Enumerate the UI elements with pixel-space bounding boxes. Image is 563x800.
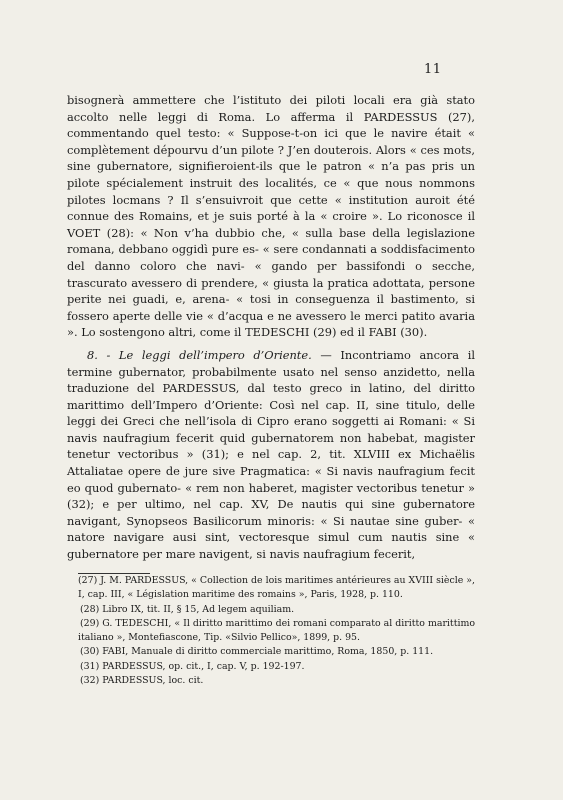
footnote: (30) FABI, Manuale di diritto commerciale marittimo, Roma, 1850, p. 111. — [80, 646, 434, 658]
paragraph-text: — Incontriamo ancora il termine gubernator, probabilmente usato nel senso anzidetto, nella traduzione del PARDESSUS, dal testo greco in latino, del diritto marittimo dell’Impero d’Oriente: Così nel cap. II, sine titulo, delle leggi dei Greci che nell’isola di Cipro erano soggetti ai Romani: « Si navis naufragium fecerit quid gubernatorem non habebat, magister tenetur vectoribus » (31); e nel cap. 2, tit. XLVIII ex Michaëlis Attaliatae opere de jure sive Pragmatica: « Si navis naufragium fecit eo quod gubernato- « rem non haberet, magister vectoribus tenetur » (32); e per ultimo, nel cap. XV, De nautis qui sine gubernatore navigant, Synopseos Basilicorum minoris: « Si nautae sine guber- « natore navigare ausi sint, vectoresque simul cum nautis sine « gubernatore per mare navigent, si navis naufragium fecerit, — [67, 347, 475, 562]
footnotes — [78, 574, 475, 688]
footnote: (27) J. M. PARDESSUS, « Collection de lois maritimes antérieures au XVIII siècle », I, cap. III, « Législation maritime des romains », Paris, 1928, p. 110. — [78, 575, 475, 601]
footnote: (28) Libro IX, tit. II, § 15, Ad legem aquiliam. — [80, 603, 295, 615]
page-number: 11 — [424, 62, 442, 77]
section-heading: 8. - Le leggi dell’impero d’Oriente. — [87, 347, 312, 362]
body-text — [67, 92, 475, 563]
paragraph — [67, 347, 475, 563]
paragraph: bisognerà ammettere che l’istituto dei piloti locali era già stato accolto nelle leggi di Roma. Lo afferma il PARDESSUS (27), commentando quel testo: « Suppose-t-on ici que le navire était « complètement dépourvu d’un pilote ? J’en douterois. Alors « ces mots, sine gubernatore, signifieroient-ils que le patron « n’a pas pris un pilote spécialement instruit des localités, ce « que nous nommons pilotes locmans ? Il s’ensuivroit que cette « institution auroit été connue des Romains, et je suis porté à la « croire ». Lo riconosce il VOET (28): « Non v’ha dubbio che, « sulla base della legislazione romana, debbano oggidì pure es- « sere condannati a soddisfacimento del danno coloro che navi- « gando per bassifondi o secche, trascurato avessero di prendere, « giusta la pratica adottata, persone perite nei guadi, e, arena- « tosi in conseguenza il bastimento, si fossero aperte delle vie « d’acqua e ne avessero le merci patito avaria ». Lo sostengono altri, come il TEDESCHI (29) ed il FABI (30). — [67, 93, 475, 340]
footnote: (32) PARDESSUS, loc. cit. — [80, 675, 204, 687]
footnote: (29) G. TEDESCHI, « Il diritto marittimo dei romani comparato al diritto marittimo italiano », Montefiascone, Tip. «Silvio Pellico», 1899, p. 95. — [78, 617, 475, 644]
footnote: (31) PARDESSUS, op. cit., I, cap. V, p. 192-197. — [80, 660, 305, 672]
